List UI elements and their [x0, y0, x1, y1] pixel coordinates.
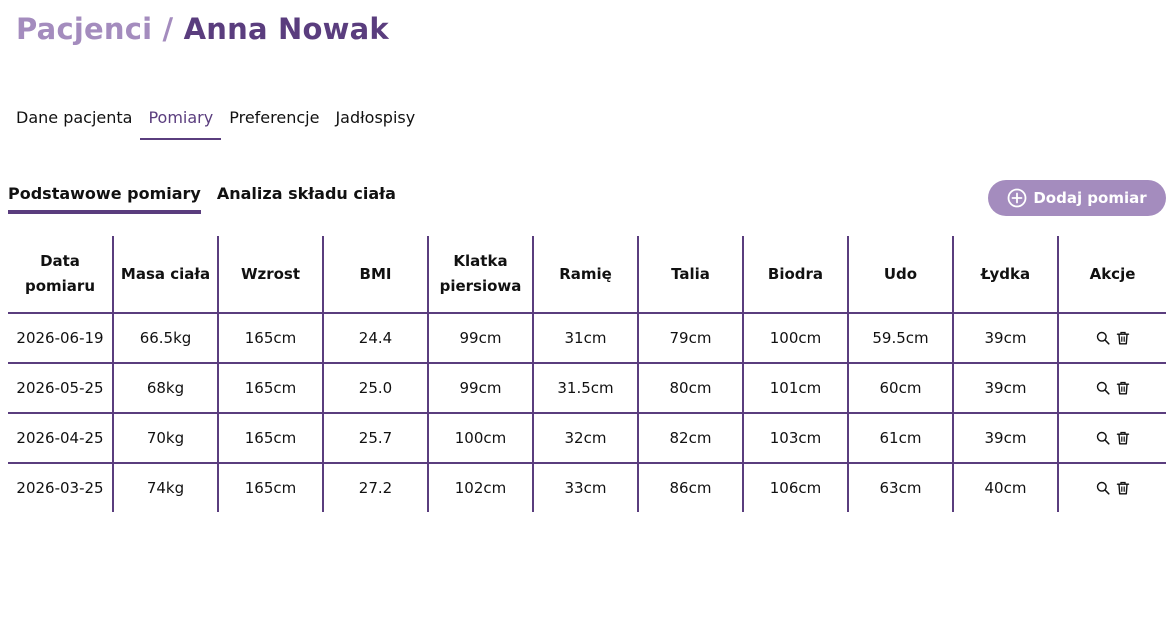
table-cell: 39cm [953, 413, 1058, 463]
table-cell: 31.5cm [533, 363, 638, 413]
add-measurement-label: Dodaj pomiar [1033, 189, 1147, 207]
column-header [1058, 236, 1166, 313]
subtab-basic-measurements[interactable]: Podstawowe pomiary [8, 180, 201, 214]
column-header [533, 236, 638, 313]
column-header [8, 236, 113, 313]
table-cell: 106cm [743, 463, 848, 512]
row-actions [1061, 480, 1164, 496]
column-header-label: Wzrost [240, 264, 301, 283]
page-title: Anna Nowak [183, 12, 389, 46]
table-header [8, 236, 1166, 313]
table-cell: 82cm [638, 413, 743, 463]
table-cell: 101cm [743, 363, 848, 413]
breadcrumb-separator: / [152, 12, 184, 46]
column-header-label: Talia [671, 264, 710, 283]
table-cell: 31cm [533, 313, 638, 363]
table-cell: 40cm [953, 463, 1058, 512]
table-cell: 103cm [743, 413, 848, 463]
row-actions-cell [1058, 363, 1166, 413]
table-cell: 165cm [218, 313, 323, 363]
tab-patient-data[interactable]: Dane pacjenta [16, 107, 133, 127]
table-cell: 99cm [428, 363, 533, 413]
table-body [8, 313, 1166, 512]
table-cell: 60cm [848, 363, 953, 413]
table-cell: 39cm [953, 313, 1058, 363]
subtab-body-composition[interactable]: Analiza składu ciała [216, 184, 396, 203]
column-header-label: Biodra [767, 264, 824, 283]
column-header-label: Akcje [1089, 264, 1136, 283]
table-row [8, 463, 1166, 512]
search-icon[interactable] [1095, 430, 1111, 446]
table-cell: 33cm [533, 463, 638, 512]
table-cell: 74kg [113, 463, 218, 512]
table-cell: 63cm [848, 463, 953, 512]
breadcrumb [16, 12, 389, 46]
table-row [8, 413, 1166, 463]
patient-tabs [8, 96, 423, 140]
trash-icon[interactable] [1115, 380, 1131, 396]
column-header-label: piersiowa [439, 277, 522, 295]
table-cell: 25.7 [323, 413, 428, 463]
column-header [323, 236, 428, 313]
column-header-label: Data [40, 252, 80, 270]
trash-icon[interactable] [1115, 430, 1131, 446]
tab-meal-plans[interactable]: Jadłospisy [335, 107, 416, 127]
trash-icon[interactable] [1115, 330, 1131, 346]
table-cell: 2026-06-19 [8, 313, 113, 363]
table-cell: 59.5cm [848, 313, 953, 363]
table-cell: 61cm [848, 413, 953, 463]
table-header-row [8, 236, 1166, 313]
table-cell: 66.5kg [113, 313, 218, 363]
breadcrumb-parent-link[interactable]: Pacjenci [16, 12, 153, 46]
column-header [848, 236, 953, 313]
column-header-label: Masa ciała [120, 264, 211, 283]
table-cell: 25.0 [323, 363, 428, 413]
table-cell: 79cm [638, 313, 743, 363]
row-actions-cell [1058, 313, 1166, 363]
tab-preferences[interactable]: Preferencje [229, 107, 320, 127]
column-header [638, 236, 743, 313]
table-cell: 39cm [953, 363, 1058, 413]
column-header-label: Klatka [453, 252, 508, 270]
table-cell: 165cm [218, 363, 323, 413]
search-icon[interactable] [1095, 380, 1111, 396]
search-icon[interactable] [1095, 330, 1111, 346]
column-header-label: pomiaru [24, 277, 95, 295]
table-cell: 165cm [218, 413, 323, 463]
plus-circle-icon [1007, 188, 1027, 208]
column-header-label: Łydka [980, 264, 1031, 283]
column-header [113, 236, 218, 313]
column-header [953, 236, 1058, 313]
table-cell: 32cm [533, 413, 638, 463]
table-cell: 70kg [113, 413, 218, 463]
measurements-table [8, 236, 1166, 512]
column-header-label: Ramię [559, 264, 612, 283]
measurement-subtabs [8, 180, 396, 214]
row-actions [1061, 430, 1164, 446]
table-cell: 68kg [113, 363, 218, 413]
table-cell: 102cm [428, 463, 533, 512]
table-cell: 165cm [218, 463, 323, 512]
table-cell: 2026-03-25 [16, 479, 104, 497]
table-cell: 100cm [428, 413, 533, 463]
table-cell: 86cm [638, 463, 743, 512]
search-icon[interactable] [1095, 480, 1111, 496]
table-row [8, 363, 1166, 413]
table-cell: 2026-05-25 [8, 363, 113, 413]
column-header-label: Udo [883, 264, 918, 283]
row-actions-cell [1058, 463, 1166, 512]
tab-measurements[interactable]: Pomiary [140, 96, 221, 140]
column-header [218, 236, 323, 313]
table-cell: 99cm [428, 313, 533, 363]
trash-icon[interactable] [1115, 480, 1131, 496]
column-header [743, 236, 848, 313]
table-cell: 27.2 [323, 463, 428, 512]
table-cell: 2026-04-25 [8, 413, 113, 463]
row-actions [1061, 380, 1164, 396]
column-header-label: BMI [359, 264, 392, 283]
column-header [428, 236, 533, 313]
table-cell: 100cm [743, 313, 848, 363]
row-actions-cell [1058, 413, 1166, 463]
table-cell: 80cm [638, 363, 743, 413]
add-measurement-button[interactable] [988, 180, 1166, 216]
row-actions [1061, 330, 1164, 346]
table-cell: 24.4 [323, 313, 428, 363]
table-row [8, 313, 1166, 363]
